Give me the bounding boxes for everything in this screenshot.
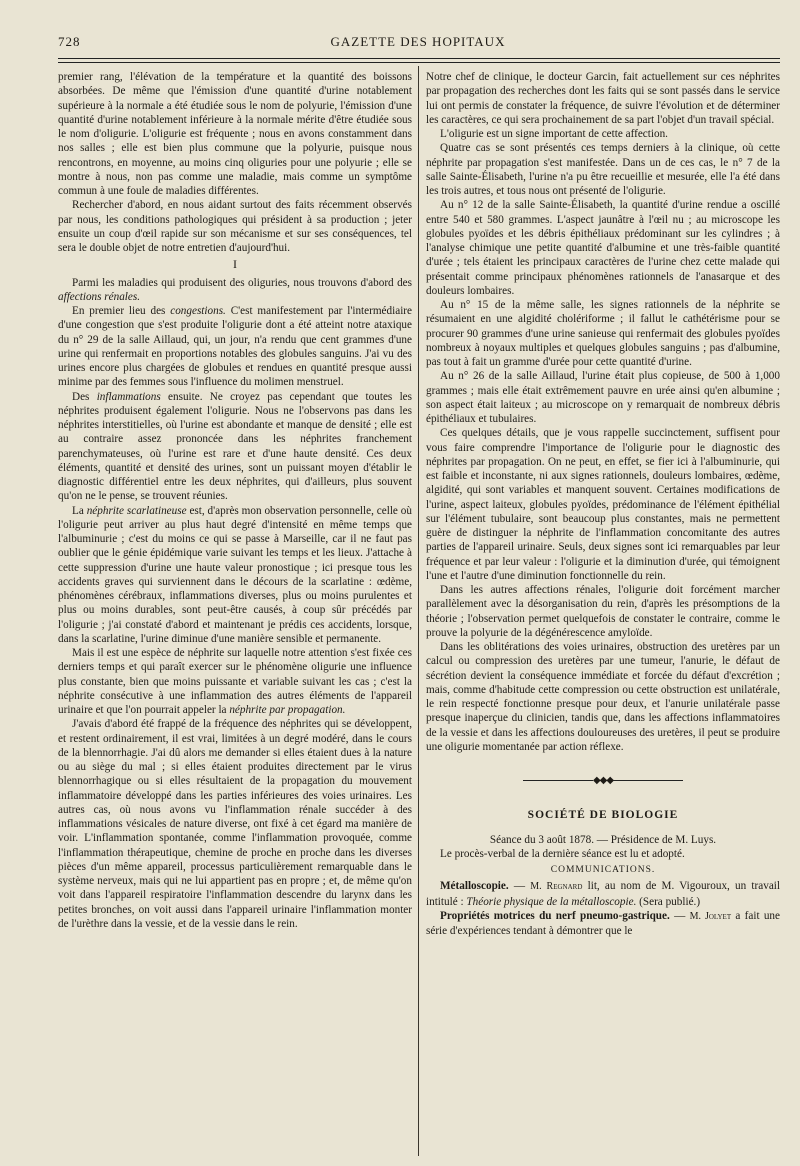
communications-heading: COMMUNICATIONS. (550, 865, 656, 875)
header-rule-thick (58, 58, 780, 59)
paragraph: Mais il est une espèce de néphrite sur laquelle notre attention s'est fixée ces derniers temps et qui paraît exercer sur le phénomène oligurie une influence plus constante, bien que moins puissante et variable suivant les cas ; c'est la néphrite consécutive à une inflammation des autres éléments de l'appareil urinaire et que l'on pourrait appeler la néphrite par propagation. (58, 647, 412, 716)
paragraph: Quatre cas se sont présentés ces temps derniers à la clinique, où cette néphrite par propagation s'est manifestée. Dans un de ces cas, le n° 7 de la salle Sainte-Élisabeth, l'urine n'a pu être recueillie et mesurée, elle l'a été dans les trois autres, et tous nous ont présenté de l'oligurie. (426, 142, 780, 197)
journal-title: GAZETTE DES HOPITAUX (330, 34, 506, 49)
proces-verbal: Le procès-verbal de la dernière séance est lu et adopté. (440, 847, 685, 860)
header-rule-thin (58, 62, 780, 63)
paragraph: Dans les oblitérations des voies urinaires, obstruction des uretères par un calcul ou compression des uretères par une tumeur, l'anurie, le défaut de sécrétion devient la conséquence immédiate et forcée du défaut d'excrétion ; mais, comme d'habitude cette compression ou cette obstruction est unilatérale, le rein respecté fonctionne presque pour deux, et l'anurie unilatérale passe presque inaperçue du clinicien, tandis que, dans les affections inflammatoires de la vessie et dans les affections douloureuses des uretères, il peut se produire une oligurie momentanée par action réflexe. (426, 641, 780, 753)
paragraph: Rechercher d'abord, en nous aidant surtout des faits récemment observés par nous, les conditions pathologiques qui président à sa production ; jeter ensuite un coup d'œil rapide sur son mécanisme et sur ses conséquences, tel sera le double objet de notre entretien d'aujourd'hui. (58, 199, 412, 254)
session-line: Séance du 3 août 1878. — Présidence de M. Luys. (489, 833, 717, 846)
paragraph: Au n° 15 de la même salle, les signes rationnels de la néphrite se résumaient en une algidité cholériforme ; il fallut le cathétérisme pour se procurer 90 grammes d'une urine sanieuse qui renfermait des globules pyoïdes nombreux à noyaux multiples et quelques globules sanguins ; pas d'albumine, pas tout à fait un gramme d'urée pour cette quantité d'urine. (426, 299, 780, 368)
paragraph: Ces quelques détails, que je vous rappelle succinctement, suffisent pour vous faire comprendre l'importance de l'oligurie pour le diagnostic des néphrites par propagation. On ne peut, en effet, se fier ici à l'albuminurie, qui est faible et inconstante, ni aux signes rationnels, douleurs lombaires, œdème, algidité, qui sont variables et manquent souvent. Certaines modifications de l'urine, aspect laiteux, globules pyoïdes, prédominance de l'élément épithélial sur l'élément tubulaire, sont beaucoup plus constantes, mais ne permettent guère de distinguer la néphrite de l'inflammation concomitante des autres parties de l'appareil urinaire. Seuls, deux signes sont ici remarquables par leur fréquence et par leur valeur : l'oligurie et la diminution d'urée, qui témoignent l'une et l'autre d'une diminution fonctionnelle du rein. (426, 427, 780, 582)
paragraph: Au n° 12 de la salle Sainte-Élisabeth, la quantité d'urine rendue a oscillé entre 540 et 580 grammes. L'aspect jaunâtre à l'œil nu ; au microscope les globules pyoïdes et les débris épithéliaux prédominant sur les cylindres ; à l'analyse chimique une petite quantité d'albumine et une très-faible quantité d'urée ; tels étaient les principaux caractères de l'urine chez cette malade qui présentait comme principaux phénomènes rationnels de l'anasarque et des douleurs lombaires. (426, 199, 780, 297)
column-divider (418, 66, 419, 1156)
paragraph: Parmi les maladies qui produisent des oliguries, nous trouvons d'abord des affections rénales. (58, 276, 412, 303)
communication-metalloscopie: Métalloscopie. — M. Regnard lit, au nom de M. Vigouroux, un travail intitulé : Théorie physique de la métalloscopie. (Sera publié.) (426, 880, 780, 908)
paragraph: J'avais d'abord été frappé de la fréquence des néphrites qui se développent, et restent ordinairement, il est vrai, limitées à un degré modéré, dans le cours de la blennorrhagie. J'ai dû alors me demander si elles étaient dues à la nature ou au siège du mal ; si elles étaient produites directement par le virus blennorrhagique ou si elles résultaient de la propagation du mouvement inflammatoire développé dans les parties inférieures des voies urinaires. Les autres cas, où nous avons vu l'inflammation rénale succéder à des inflammations vésicales de nature diverse, ont fixé à cet égard ma manière de voir. L'inflammation spontanée, comme l'inflammation provoquée, comme l'inflammation thérapeutique, chemine de proche en proche dans les diverses pièces d'un même appareil, processus particulièrement remarquable dans le système nerveux, mais qui ne lui appartient pas en propre ; et, de même qu'on voit dans l'appareil respiratoire l'inflammation descendre du larynx dans les petites bronches, on voit aussi dans l'appareil urinaire l'inflammation monter de l'urèthre dans la vessie, et de la vessie dans le rein. (58, 718, 412, 930)
paragraph: Au n° 26 de la salle Aillaud, l'urine était plus copieuse, de 500 à 1,000 grammes ; mais elle était extrêmement pauvre en urée ainsi qu'en albumine ; son aspect était laiteux ; au microscope on y remarquait de nombreux débris épithéliaux et tubulaires. (426, 370, 780, 425)
paragraph: L'oligurie est un signe important de cette affection. (440, 128, 668, 140)
page-header (58, 34, 778, 54)
right-column (426, 70, 780, 1155)
page-number: 728 (58, 34, 81, 49)
paragraph: premier rang, l'élévation de la température et la quantité des boissons absorbées. De même que l'émission d'une quantité d'urine notablement supérieure à la normale a été étudiée sous le nom de polyurie, l'émission d'une quantité d'urine notablement inférieure à la normale mérite d'être étudiée sous le nom d'oligurie. L'oligurie est fréquente ; nous en avons constamment dans nos salles ; elle est bien plus commune que la polyurie, puisque nous rencontrons, en moyenne, au moins cinq oliguries pour une polyurie ; elle se montre à nous, non pas comme une maladie, mais comme un symptôme commun à une foule de maladies différentes. (58, 71, 412, 197)
section-ornament: ◆◆◆ (426, 774, 780, 788)
paragraph: Des inflammations ensuite. Ne croyez pas cependant que toutes les néphrites produisent également l'oligurie. Nous ne l'observons pas dans les néphrites interstitielles, où l'urine est abondante et manque de densité ; elle est au contraire assez prononcée dans les néphrites franchement parenchymateuses, où l'urine est rare et d'une haute densité. Ces deux éléments, quantité et densité des urines, sont un puissant moyen d'établir le diagnostic différentiel entre les deux néphrites, qui d'ailleurs, plus souvent qu'on ne le pense, se trouvent réunies. (58, 390, 412, 503)
paragraph: Notre chef de clinique, le docteur Garcin, fait actuellement sur ces néphrites par propagation des recherches dont les faits qui se sont passés dans le service lui ont permis de constater la fréquence, de suivre l'évolution et de déterminer les caractères, ce qui sera prochainement de sa part l'objet d'un travail spécial. (426, 71, 780, 126)
society-heading: SOCIÉTÉ DE BIOLOGIE (527, 809, 679, 822)
left-column (58, 70, 412, 1155)
paragraph: Dans les autres affections rénales, l'oligurie doit forcément marcher parallèlement avec la désorganisation du rein, d'après les présomptions de la théorie ; l'observation permet quelquefois de constater le contraire, comme le prouve la polyurie de la dégénérescence amyloïde. (426, 584, 780, 639)
paragraph: La néphrite scarlatineuse est, d'après mon observation personnelle, celle où l'oligurie peut arriver au plus haut degré d'intensité en même temps que l'albuminurie ; c'est du moins ce qui se passe à Marseille, car il ne faut pas oublier que le génie épidémique varie suivant les temps et les lieux. J'attache à cette suppression d'urine une haute valeur pronostique ; ici presque tous les accidents graves qui surviennent dans le décours de la scarlatine : œdème, phénomènes cérébraux, inflammations diverses, plus ou moins purulentes et plus ou moins durables, sont peut-être causés, à coup sûr précédés par l'oligurie ; j'ai constaté d'abord et maintenant je prédis ces accidents, lorsque, dans la scarlatine, l'urine diminue d'une manière sensible et permanente. (58, 504, 412, 645)
section-numeral: I (233, 257, 237, 272)
paragraph: En premier lieu des congestions. C'est manifestement par l'intermédiaire d'une congestion que s'est produite l'oligurie dont a été atteint notre ataxique du n° 29 de la salle Aillaud, qui, un jour, n'a rendu que cent grammes d'une urine qui renfermait en proportions notables des globules sanguins. J'ai vu des urines encore plus chargées de globules et rendues en quantité presque aussi minime par des femmes sous l'influence du molimen menstruel. (58, 305, 412, 389)
communication-pneumogastrique: Propriétés motrices du nerf pneumo-gastrique. — M. Jolyet a fait une série d'expériences tendant à démontrer que le (426, 909, 780, 937)
